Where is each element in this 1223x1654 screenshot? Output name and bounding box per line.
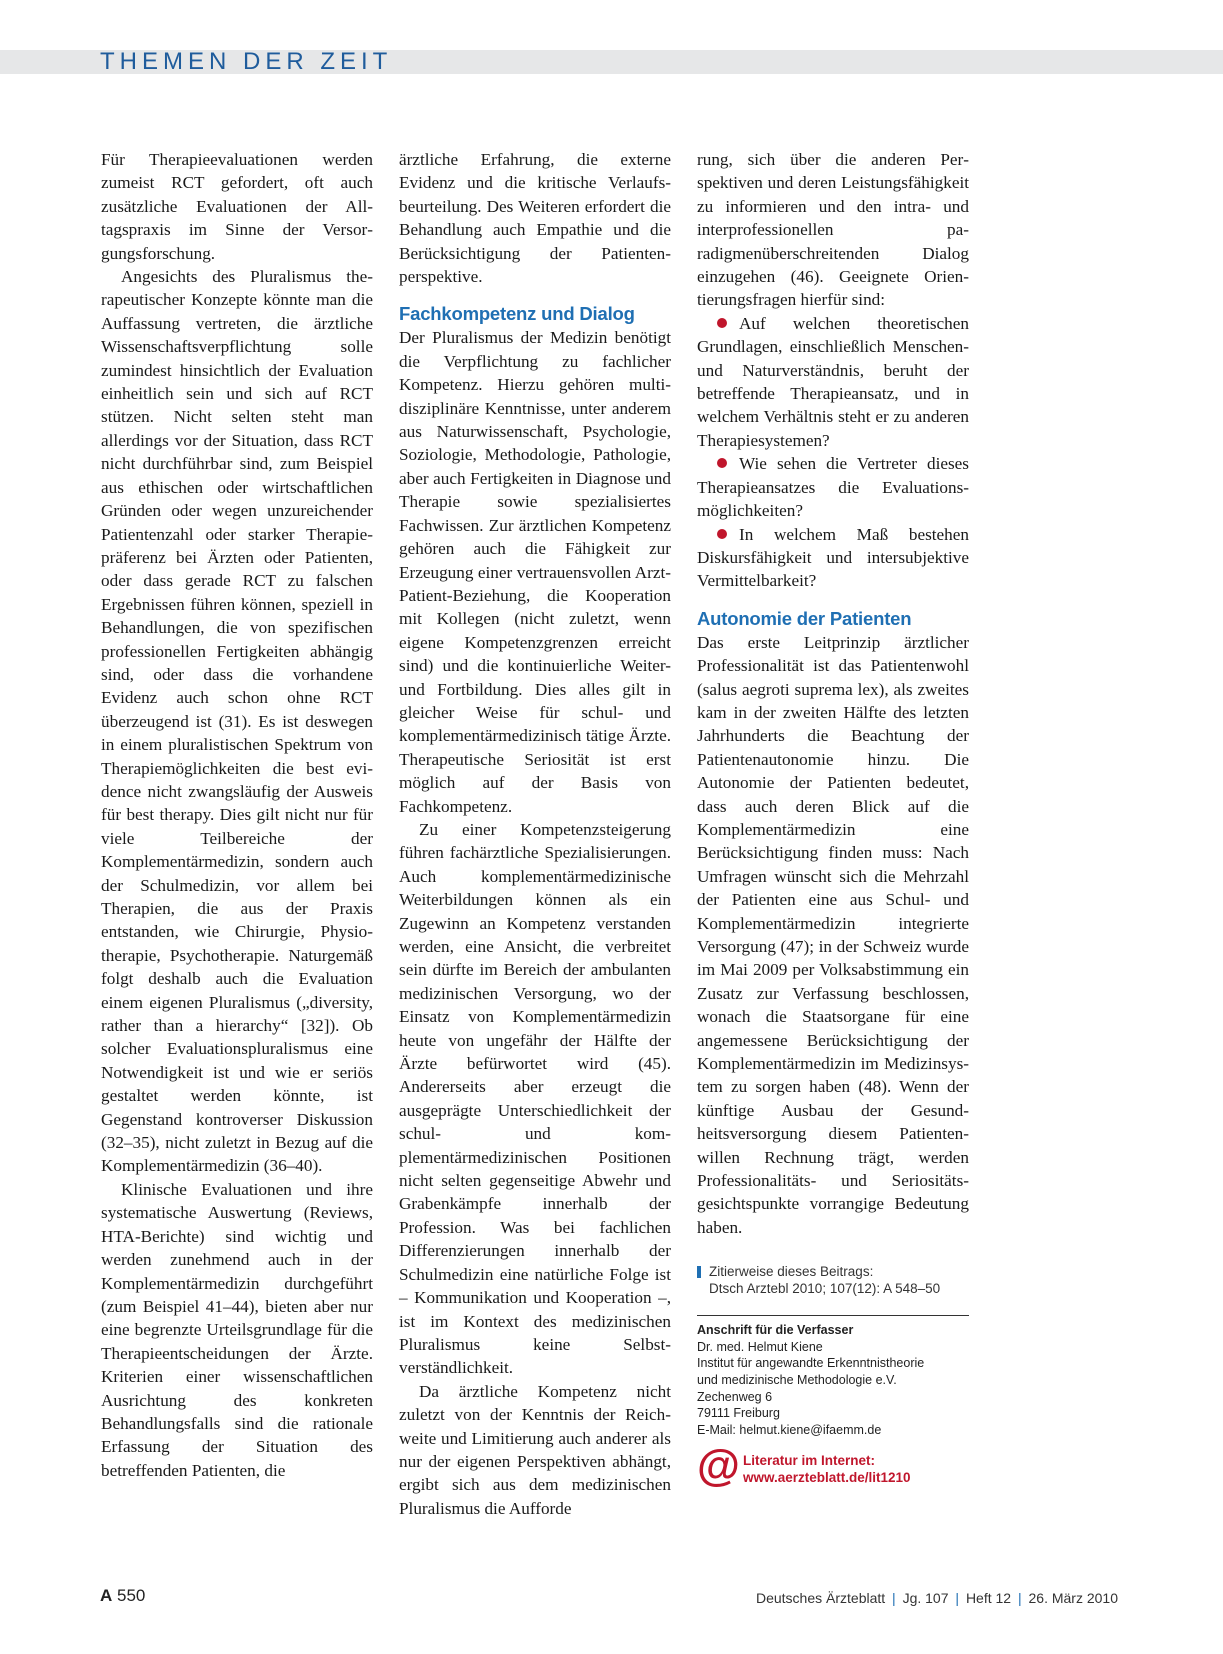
address-line: 79111 Freiburg (697, 1406, 780, 1421)
paragraph: Klinische Evaluationen und ihre systematische Auswertung (Reviews, HTA-Berichte) sind wichtig und werden zunehmend auch in der Komplementärmedizin durchgeführt (zum Beispiel 41–44), bieten aber nur eine begrenzte Urteilsgrundlage für die Therapieentscheidungen der Ärzte. Kriterien einer wissenschaftlichen Ausrichtung des konkreten Behandlungsfalls sind die rationale Erfassung der Situation des betreffenden Patienten, die (101, 1179, 373, 1480)
bullet-dot-icon (717, 529, 727, 539)
address-line: Zechenweg 6 (697, 1389, 773, 1404)
paragraph: Der Pluralismus der Medizin benötigt die Verpflichtung zu fachlicher Kompetenz. Hierzu gehören multidisziplinäre Kenntnisse, unter anderem aus Naturwissenschaft, Psychologie, Soziologie, Methodologie, Pathologie, aber auch Fertigkeiten in Diagnose und Therapie sowie spezialisiertes Fachwissen. Zur ärztlichen Kompetenz gehören auch die Fähigkeit zur Erzeugung einer vertrauensvollen Arzt-Patient-Beziehung, die Kooperation mit Kollegen (nicht zuletzt, wenn eigene Kompetenzgrenzen erreicht sind) und die kontinuierliche Weiter- und Fortbildung. Dies alles gilt in gleicher Weise für schul- und komplementärmedizinisch tätige Ärzte. Therapeutische Seriosität ist erst möglich auf der Basis von Fachkompetenz. (399, 328, 671, 816)
literature-label: Literatur im Internet: (743, 1453, 876, 1469)
paragraph: rung, sich über die anderen Perspektiven und deren Leistungsfähigkeit zu informieren und den intra- und interprofessionellen paradigmenüberschreitenden Dialog einzugehen (46). Geeignete Orientierungsfragen hierfür sind: (697, 150, 969, 310)
at-sign-icon: @ (697, 1441, 740, 1491)
bullet-item (697, 312, 969, 452)
citation-note (697, 1263, 969, 1297)
bullet-text: Wie sehen die Vertreter dieses Therapieansatzes die Evaluationsmöglichkeiten? (697, 454, 969, 521)
paragraph: Da ärztliche Kompetenz nicht zuletzt von der Kenntnis der Reichweite und Limitierung auch anderer als nur der eigenen Perspektiven abhängt, ergibt sich aus dem medizinischen Pluralismus die Aufforde (399, 1381, 671, 1518)
address-heading: Anschrift für die Verfasser (697, 1323, 854, 1338)
paragraph: Angesichts des Pluralismus therapeutischer Konzepte könnte man die Auffassung vertreten, die ärztliche Wissenschaftsverpflichtung solle zumindest hinsichtlich der Evaluation einheitlich sein und sich auf RCT stützen. Nicht selten steht man allerdings vor der Situation, dass RCT nicht durchführbar sind, zum Beispiel aus ethischen oder wirtschaftlichen Gründen oder wegen unzureichender Patientenzahl oder starker Therapiepräferenz bei Ärzten oder Patienten, oder dass gerade RCT zu falschen Ergebnissen führen können, speziell in Behandlungen, die von spezifischen professionellen Fertigkeiten abhängig sind, oder dass die vorhandene Evidenz auch schon ohne RCT überzeugend ist (31). Es ist deswegen in einem pluralistischen Spektrum von Therapiemöglichkeiten die best evidence nicht zwangsläufig der Ausweis für best therapy. Dies gilt nicht nur für viele Teilbereiche der Komplementärmedizin, sondern auch der Schulmedizin, vor allem bei Therapien, die aus der Praxis entstanden, wie Chirurgie, Physiotherapie, Psychotherapie. Naturgemäß folgt deshalb auch die Evaluation einem eigenen Pluralismus („diversity, rather than a hierarchy“ [32]). Ob solcher Evaluationspluralismus eine Notwendigkeit ist und wie er seriös gestaltet werden könnte, ist Gegenstand kontroverser Diskussion (32–35), nicht zuletzt in Bezug auf die Komplementärmedizin (36–40). (101, 267, 373, 1176)
author-address (697, 1315, 969, 1438)
page-prefix: A (100, 1586, 113, 1605)
address-line: Dr. med. Helmut Kiene (697, 1339, 823, 1354)
bullet-dot-icon (717, 458, 727, 468)
section-title: THEMEN DER ZEIT (100, 48, 393, 75)
literature-url[interactable]: www.aerzteblatt.de/lit1210 (743, 1470, 911, 1486)
journal-issue: Heft 12 (965, 1590, 1012, 1606)
page-number-value: 550 (117, 1586, 146, 1605)
journal-volume: Jg. 107 (902, 1590, 949, 1606)
paragraph: Zu einer Kompetenzsteigerung führen fachärztliche Spezialisierungen. Auch komplementärmedizinische Weiterbildungen können als ein Zugewinn an Kompetenz verstanden werden, eine Ansicht, die verbreitet sein dürfte im Bereich der ambulanten medizinischen Versorgung, wo der Einsatz von Komplementärmedizin heute von ungefähr der Hälfte der Ärzte befürwortet wird (45). Andererseits aber erzeugt die ausgeprägte Unterschiedlichkeit der schul- und komplementärmedizinischen Positionen nicht selten gegenseitige Abwehr und Grabenkämpfe innerhalb der Profession. Was bei fachlichen Differenzierungen innerhalb der Schulmedizin eine natürliche Folge ist – Kommunikation und Kooperation –, ist im Kontext des medizinischen Pluralismus keine Selbstverständlichkeit. (399, 819, 671, 1378)
citation-reference: Dtsch Arztebl 2010; 107(12): A 548–50 (709, 1281, 941, 1297)
journal-footer (756, 1590, 1118, 1606)
bullet-text: In welchem Maß bestehen Diskursfähigkeit und intersubjektive Vermittelbarkeit? (697, 524, 969, 591)
bullet-text: Auf welchen theoretischen Grundlagen, einschließlich Menschen- und Naturverständnis, beruht der betreffende Therapieansatz, und in welchem Verhältnis steht er zu anderen Therapiesystemen? (697, 313, 969, 450)
paragraph: ärztliche Erfahrung, die externe Evidenz und die kritische Verlaufsbeurteilung. Des Weiteren erfordert die Behandlung auch Empathie und die Berücksichtigung der Patientenperspektive. (399, 150, 671, 287)
subheading-fachkompetenz: Fachkompetenz und Dialog (399, 303, 635, 325)
address-line: und medizinische Methodologie e.V. (697, 1373, 897, 1388)
paragraph: Für Therapieevaluationen werden zumeist RCT gefordert, oft auch zusätzliche Evaluationen der Alltagspraxis im Sinne der Versorgungsforschung. (101, 150, 373, 263)
column-3 (697, 148, 969, 1490)
subheading-autonomie: Autonomie der Patienten (697, 607, 912, 629)
bullet-dot-icon (717, 318, 727, 328)
column-2 (399, 148, 671, 1520)
address-line: Institut für angewandte Erkenntnistheorie (697, 1356, 925, 1371)
footer-separator: | (892, 1590, 896, 1606)
journal-name: Deutsches Ärzteblatt (755, 1590, 886, 1606)
bullet-item (697, 452, 969, 522)
footer-separator: | (955, 1590, 960, 1606)
bullet-item (697, 523, 969, 593)
journal-date: 26. März 2010 (1028, 1590, 1118, 1606)
page-number (100, 1586, 145, 1606)
paragraph: Das erste Leitprinzip ärztlicher Professionalität ist das Patientenwohl (salus aegroti suprema lex), als zweites kam in der zweiten Hälfte des letzten Jahrhunderts die Beachtung der Patientenautonomie hinzu. Die Autonomie der Patienten bedeutet, dass auch deren Blick auf die Komplementärmedizin eine Berücksichtigung finden muss: Nach Umfragen wünscht sich die Mehrzahl der Patienten eine aus Schul- und Komplementärmedizin integrierte Versorgung (47); in der Schweiz wurde im Mai 2009 per Volksabstimmung ein Zusatz zur Verfassung beschlossen, wonach die Staatsorgane für eine angemessene Berücksichtigung der Komplementärmedizin im Medizinsystem zu sorgen haben (48). Wenn der künftige Ausbau der Gesundheitsversorgung diesem Patientenwillen Rechnung trägt, werden Professionalitäts- und Seriositätsgesichtspunkte vorrangige Bedeutung haben. (697, 632, 969, 1237)
email-line: E-Mail: helmut.kiene@ifaemm.de (697, 1422, 882, 1437)
literature-link-box[interactable] (697, 1441, 969, 1491)
footer-separator: | (1017, 1590, 1022, 1606)
column-1 (101, 148, 373, 1482)
citation-marker-icon (697, 1266, 701, 1278)
citation-label: Zitierweise dieses Beitrags: (709, 1264, 874, 1280)
literature-link[interactable] (743, 1452, 911, 1486)
